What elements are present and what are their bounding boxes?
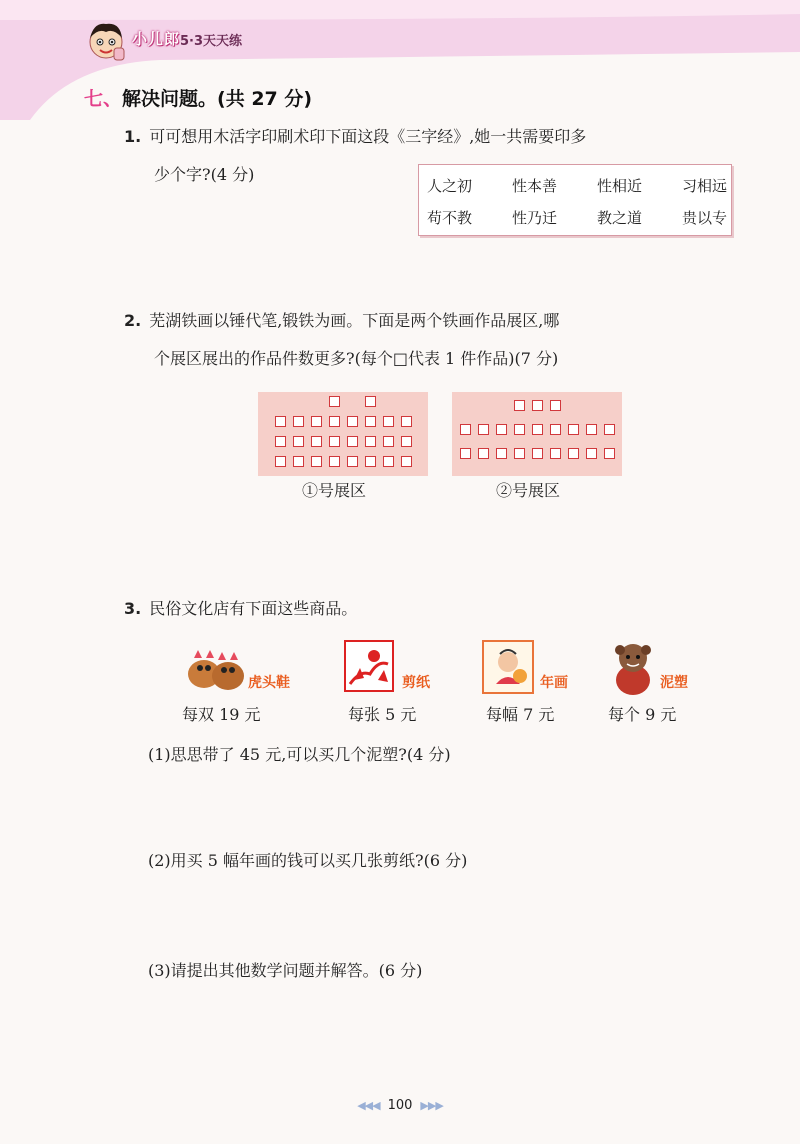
page-footer: [0, 1098, 800, 1113]
question-text-line2: 个展区展出的作品件数更多?(每个□代表 1 件作品)(7 分): [154, 349, 559, 368]
paper-cut-icon: [344, 640, 394, 692]
artwork-square: [275, 416, 286, 427]
verse-phrase: 人之初: [427, 177, 473, 195]
verse-phrase: 教之道: [596, 209, 642, 227]
artwork-square: [550, 448, 561, 459]
artwork-square: [586, 424, 597, 435]
artwork-square: [383, 436, 394, 447]
question-2: [124, 302, 744, 378]
sub-question-3: (3)请提出其他数学问题并解答。(6 分): [148, 961, 423, 980]
artwork-square: [568, 448, 579, 459]
section-title: [84, 84, 312, 111]
artwork-square: [514, 424, 525, 435]
verse-phrase: 贵以专: [681, 209, 727, 227]
artwork-square: [496, 448, 507, 459]
brand-name: 小儿郎: [132, 30, 181, 48]
artwork-square: [347, 416, 358, 427]
artwork-square: [532, 448, 543, 459]
goods-price: 每张 5 元: [348, 705, 417, 724]
artwork-square: [532, 400, 543, 411]
verse-phrase: 性本善: [511, 177, 557, 195]
verse-phrase: 苟不教: [427, 209, 473, 227]
section-number: 七、: [84, 88, 123, 110]
question-number: 1.: [124, 127, 142, 146]
brand-series: 5·3天天练: [180, 34, 243, 49]
goods-name: 剪纸: [402, 675, 430, 691]
verse-row: [427, 175, 727, 196]
artwork-square: [532, 424, 543, 435]
artwork-square: [293, 436, 304, 447]
question-number: 2.: [124, 311, 142, 330]
artwork-square: [311, 456, 322, 467]
goods-price: 每双 19 元: [182, 705, 261, 724]
footer-right-arrows: ▶▶▶: [420, 1099, 443, 1112]
artwork-square: [550, 424, 561, 435]
question-3: [124, 590, 744, 628]
artwork-square: [383, 416, 394, 427]
clay-figure-icon: [610, 640, 656, 696]
exhibit-label-2: ②号展区: [496, 481, 561, 500]
artwork-square: [604, 424, 615, 435]
artwork-square: [514, 448, 525, 459]
artwork-square: [568, 424, 579, 435]
artwork-square: [293, 416, 304, 427]
artwork-square: [365, 436, 376, 447]
tiger-shoes-icon: [186, 640, 246, 692]
artwork-square: [514, 400, 525, 411]
artwork-square: [586, 448, 597, 459]
goods-price: 每幅 7 元: [486, 705, 555, 724]
goods-name: 年画: [540, 675, 568, 691]
artwork-square: [311, 436, 322, 447]
artwork-square: [347, 456, 358, 467]
verse-phrase: 性相近: [596, 177, 642, 195]
artwork-square: [275, 436, 286, 447]
question-text-line2: 少个字?(4 分): [154, 165, 255, 184]
mascot-icon: [84, 18, 128, 64]
artwork-square: [478, 424, 489, 435]
sub-question-1: (1)思思带了 45 元,可以买几个泥塑?(4 分): [148, 745, 451, 764]
goods-price: 每个 9 元: [608, 705, 677, 724]
artwork-square: [401, 436, 412, 447]
verse-box: [418, 164, 732, 236]
artwork-square: [604, 448, 615, 459]
section-heading: 解决问题。(共 27 分): [122, 88, 313, 110]
verse-row: [427, 207, 727, 228]
new-year-painting-icon: [482, 640, 534, 694]
verse-phrase: 性乃迁: [511, 209, 557, 227]
artwork-square: [365, 396, 376, 407]
artwork-square: [293, 456, 304, 467]
question-text: 民俗文化店有下面这些商品。: [149, 599, 358, 618]
artwork-square: [365, 416, 376, 427]
goods-name: 泥塑: [660, 675, 688, 691]
artwork-square: [347, 436, 358, 447]
artwork-square: [329, 436, 340, 447]
exhibit-label-1: ①号展区: [302, 481, 367, 500]
artwork-square: [365, 456, 376, 467]
artwork-square: [329, 456, 340, 467]
artwork-square: [460, 424, 471, 435]
artwork-square: [329, 396, 340, 407]
artwork-square: [311, 416, 322, 427]
question-text: 芜湖铁画以锤代笔,锻铁为画。下面是两个铁画作品展区,哪: [149, 311, 560, 330]
artwork-square: [401, 416, 412, 427]
goods-name: 虎头鞋: [248, 675, 290, 691]
artwork-square: [401, 456, 412, 467]
artwork-square: [383, 456, 394, 467]
exhibit-area-2: [452, 392, 622, 476]
page-number: 100: [387, 1098, 413, 1113]
sub-question-2: (2)用买 5 幅年画的钱可以买几张剪纸?(6 分): [148, 851, 468, 870]
artwork-square: [460, 448, 471, 459]
artwork-square: [478, 448, 489, 459]
artwork-square: [496, 424, 507, 435]
artwork-square: [550, 400, 561, 411]
question-number: 3.: [124, 599, 142, 618]
artwork-square: [275, 456, 286, 467]
question-text: 可可想用木活字印刷术印下面这段《三字经》,她一共需要印多: [149, 127, 587, 146]
exhibit-area-1: [258, 392, 428, 476]
verse-phrase: 习相远: [681, 177, 727, 195]
artwork-square: [329, 416, 340, 427]
footer-left-arrows: ◀◀◀: [357, 1099, 380, 1112]
